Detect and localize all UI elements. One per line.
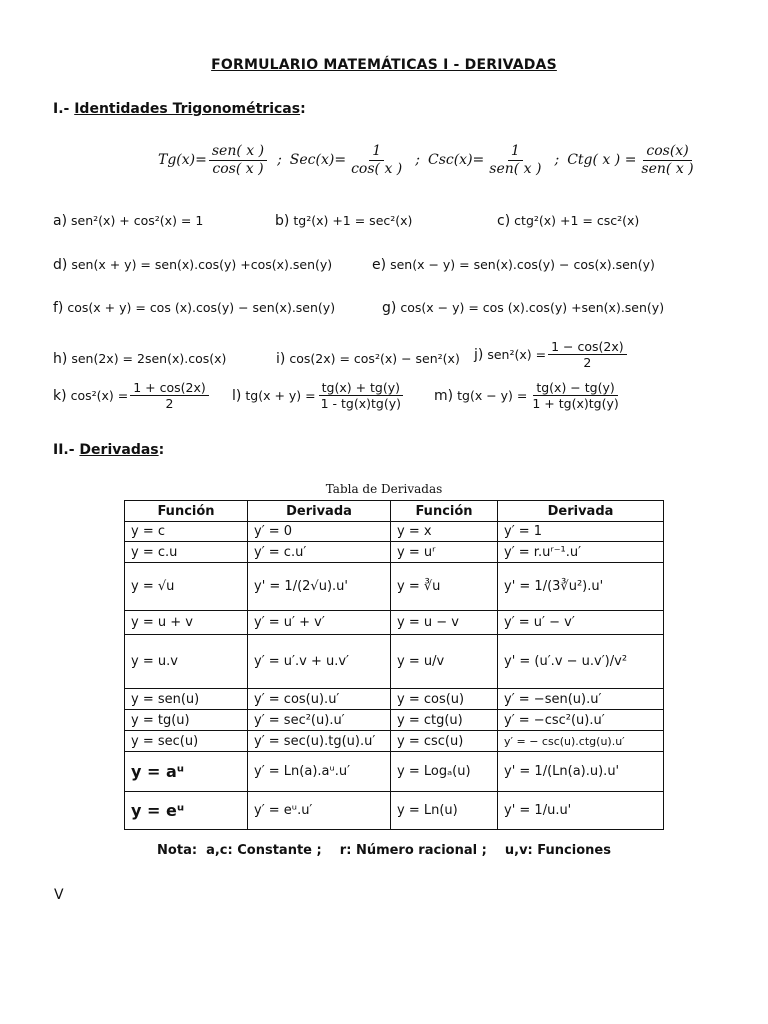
section-2-number: II.- xyxy=(53,442,80,458)
identity-j: j) sen²(x) = $\frac{1 - \cos(2x)}{2}$ xyxy=(474,339,629,370)
csc-definition: Csc(x)= $\frac{1}{\text{sen( x )}}$ xyxy=(427,143,542,177)
identity-d: d) sen(x + y) = sen(x).cos(y) +cos(x).sen(y) xyxy=(53,257,333,273)
table-row: y = sen(u) y′ = cos(u).u′ y = cos(u) y′ = −sen(u).u′ xyxy=(125,689,664,710)
table-row: y = u.v y′ = u′.v + u.v′ y = u/v y' = (u′.v − u.v′)/v² xyxy=(125,635,664,689)
identity-i: i) cos(2x) = cos²(x) − sen²(x) xyxy=(276,351,460,367)
table-row: y = c.u y′ = c.u′ y = uʳ y′ = r.uʳ⁻¹.u′ xyxy=(125,542,664,563)
table-header-row xyxy=(125,501,664,522)
section-1-title: Identidades Trigonométricas xyxy=(74,101,301,117)
table-row: y = aᵘ y′ = Ln(a).aᵘ.u′ y = Logₐ(u) y' = 1/(Ln(a).u).u' xyxy=(125,752,664,792)
column-header: Derivada xyxy=(498,501,664,522)
table-row: y = tg(u) y′ = sec²(u).u′ y = ctg(u) y′ = −csc²(u).u′ xyxy=(125,710,664,731)
trig-ratio-definitions: Tg(x)= $\frac{\text{sen( x )}}{\cos( x )}$ ; Sec(x)= $\frac{1}{\cos( x )}$ ; Csc(x)= $\frac{1}{\text{sen( x )}}$ ; Ctg( x ) = $\frac{\cos(x)}{\text{sen( x )}}$ xyxy=(158,143,699,178)
identity-l: l) tg(x + y) = $\frac{tg(x) + tg(y)}{1 - tg(x)tg(y)}$ xyxy=(232,380,402,411)
column-header: Derivada xyxy=(248,501,391,522)
table-row: y = sec(u) y′ = sec(u).tg(u).u′ y = csc(u) y′ = − csc(u).ctg(u).u′ xyxy=(125,731,664,752)
section-1-colon: : xyxy=(300,101,306,117)
trailing-text: V xyxy=(54,887,64,903)
table-row: y = √u y' = 1/(2√u).u' y = ∛u y' = 1/(3∛u²).u' xyxy=(125,563,664,611)
section-2-heading xyxy=(53,442,164,458)
identity-b: b) tg²(x) +1 = sec²(x) xyxy=(275,213,413,229)
identity-g: g) cos(x − y) = cos (x).cos(y) +sen(x).sen(y) xyxy=(382,300,665,316)
ctg-definition: Ctg( x ) = $\frac{\cos(x)}{\text{sen( x )}}$ xyxy=(567,143,694,177)
section-2-title: Derivadas xyxy=(79,442,159,458)
tg-definition: Tg(x)= $\frac{\text{sen( x )}}{\cos( x )}$ xyxy=(158,152,269,168)
section-1-heading xyxy=(53,101,306,117)
table-row: y = c y′ = 0 y = x y′ = 1 xyxy=(125,522,664,542)
derivatives-table xyxy=(124,500,664,830)
identity-f: f) cos(x + y) = cos (x).cos(y) − sen(x).sen(y) xyxy=(53,300,336,316)
section-2-colon: : xyxy=(158,442,165,458)
identity-k: k) cos²(x) = $\frac{1 + \cos(2x)}{2}$ xyxy=(53,380,211,411)
identity-m: m) tg(x − y) = $\frac{tg(x) - tg(y)}{1 + tg(x)tg(y)}$ xyxy=(434,380,619,411)
table-caption: Tabla de Derivadas xyxy=(325,482,443,496)
identity-h: h) sen(2x) = 2sen(x).cos(x) xyxy=(53,351,227,367)
page-title: FORMULARIO MATEMÁTICAS I - DERIVADAS xyxy=(211,57,557,73)
identity-a: a) sen²(x) + cos²(x) = 1 xyxy=(53,213,204,229)
column-header: Función xyxy=(125,501,248,522)
table-row: y = u + v y′ = u′ + v′ y = u − v y′ = u′ − v′ xyxy=(125,611,664,635)
table-note: Nota: a,c: Constante ; r: Número racional ; u,v: Funciones xyxy=(157,843,611,858)
sec-definition: Sec(x)= $\frac{1}{\cos( x )}$ xyxy=(289,143,403,177)
section-1-number: I.- xyxy=(53,101,75,117)
table-row: y = eᵘ y′ = eᵘ.u′ y = Ln(u) y' = 1/u.u' xyxy=(125,792,664,830)
identity-c: c) ctg²(x) +1 = csc²(x) xyxy=(497,213,640,229)
identity-e: e) sen(x − y) = sen(x).cos(y) − cos(x).sen(y) xyxy=(372,257,655,273)
column-header: Función xyxy=(391,501,498,522)
